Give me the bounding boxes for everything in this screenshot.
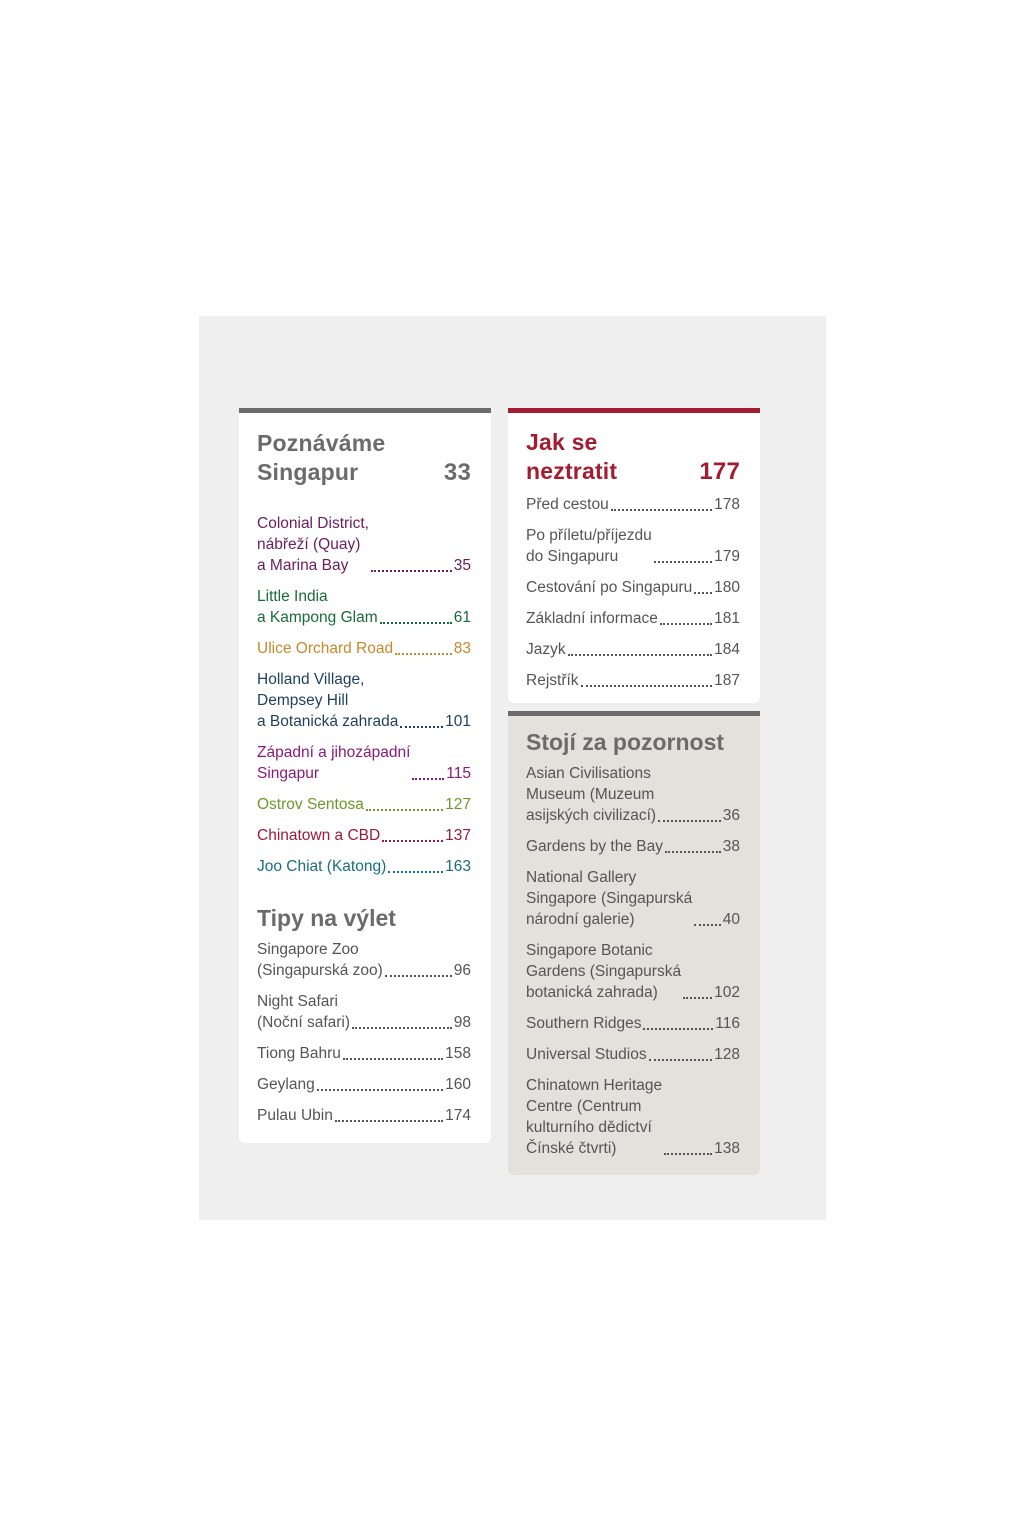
- toc-entry[interactable]: [526, 639, 740, 660]
- toc-entry[interactable]: [257, 991, 471, 1033]
- toc-entry-page: 137: [445, 827, 471, 844]
- toc-entry-title: Singapore Zoo (Singapurská zoo): [257, 941, 383, 979]
- contents-panel-explore: [239, 408, 491, 1143]
- toc-entry-title: Ulice Orchard Road: [257, 640, 394, 657]
- toc-entry-title: Chinatown Heritage Centre (Centrum kulturního dědictví Čínské čtvrti): [526, 1077, 663, 1157]
- toc-entry[interactable]: [257, 1043, 471, 1064]
- toc-entry[interactable]: [257, 513, 471, 576]
- toc-entry-page: 180: [714, 579, 740, 596]
- toc-entry-page: 184: [714, 641, 740, 658]
- section-heading-survival: [526, 428, 740, 486]
- dot-leader: [611, 499, 712, 511]
- toc-entry-title: Universal Studios: [526, 1046, 647, 1063]
- toc-entry-page: 160: [445, 1076, 471, 1093]
- toc-entry[interactable]: [526, 1075, 740, 1159]
- section-heading-trips: Tipy na výlet: [257, 905, 396, 931]
- dot-leader: [385, 965, 452, 977]
- dot-leader: [581, 675, 713, 687]
- toc-entry-page: 138: [714, 1140, 740, 1157]
- toc-entry[interactable]: [257, 669, 471, 732]
- toc-entry-page: 178: [714, 496, 740, 513]
- toc-entry-page: 102: [714, 984, 740, 1001]
- toc-entry[interactable]: [526, 1044, 740, 1065]
- dot-leader: [388, 861, 443, 873]
- dot-leader: [665, 841, 721, 853]
- toc-entry-title: Geylang: [257, 1076, 315, 1093]
- contents-panel-survival: [508, 408, 760, 703]
- toc-entry-page: 35: [453, 557, 471, 574]
- dot-leader: [366, 799, 443, 811]
- toc-entry-title: Jazyk: [526, 641, 566, 658]
- toc-entry[interactable]: [526, 525, 740, 567]
- toc-entry[interactable]: [257, 742, 471, 784]
- toc-entry-title: Západní a jihozápadní Singapur: [257, 744, 411, 782]
- toc-entry-page: 38: [722, 838, 740, 855]
- toc-entry-page: 174: [445, 1107, 471, 1124]
- toc-entry-page: 179: [714, 548, 740, 565]
- toc-entry-page: 83: [453, 640, 471, 657]
- dot-leader: [343, 1048, 443, 1060]
- toc-entry-title: Rejstřík: [526, 672, 579, 689]
- toc-entry-title: Night Safari (Noční safari): [257, 993, 351, 1031]
- toc-entry-page: 163: [445, 858, 471, 875]
- contents-panel-highlights: [508, 711, 760, 1175]
- toc-entry[interactable]: [526, 670, 740, 691]
- toc-entry-title: Southern Ridges: [526, 1015, 642, 1032]
- dot-leader: [664, 1143, 712, 1155]
- toc-entry-title: National Gallery Singapore (Singapurská národní galerie): [526, 869, 693, 928]
- toc-entry-page: 128: [714, 1046, 740, 1063]
- toc-entry-page: 116: [715, 1015, 740, 1032]
- toc-entry-title: Gardens by the Bay: [526, 838, 663, 855]
- toc-entry-title: Ostrov Sentosa: [257, 796, 364, 813]
- toc-entry-title: Chinatown a CBD: [257, 827, 381, 844]
- dot-leader: [400, 716, 443, 728]
- section-heading-highlights: Stojí za pozornost: [526, 729, 725, 755]
- dot-leader: [643, 1018, 713, 1030]
- toc-entry-page: 181: [714, 610, 740, 627]
- toc-entry[interactable]: [526, 940, 740, 1003]
- dot-leader: [694, 582, 712, 594]
- toc-entry-page: 158: [445, 1045, 471, 1062]
- toc-entry[interactable]: [526, 577, 740, 598]
- toc-entry[interactable]: [526, 763, 740, 826]
- toc-entry[interactable]: [257, 1105, 471, 1126]
- toc-entry-title: Asian Civilisations Museum (Muzeum asijských civilizací): [526, 765, 657, 824]
- dot-leader: [382, 830, 443, 842]
- dot-leader: [335, 1110, 443, 1122]
- dot-leader: [649, 1049, 713, 1061]
- section-page-number: 33: [443, 459, 471, 486]
- section-heading-explore: [257, 429, 471, 487]
- toc-entry-title: Tiong Bahru: [257, 1045, 341, 1062]
- toc-entry-title: Joo Chiat (Katong): [257, 858, 387, 875]
- trips-list: [257, 939, 471, 1126]
- dot-leader: [380, 612, 452, 624]
- section-title: Poznáváme Singapur: [257, 430, 386, 485]
- toc-entry-page: 115: [446, 765, 471, 782]
- toc-entry-page: 61: [453, 609, 471, 626]
- section-title: Jak se neztratit: [526, 429, 618, 484]
- toc-entry-title: Základní informace: [526, 610, 658, 627]
- toc-entry-page: 98: [453, 1014, 471, 1031]
- toc-entry-title: Colonial District, nábřeží (Quay) a Marina Bay: [257, 515, 369, 574]
- dot-leader: [694, 914, 720, 926]
- toc-entry-page: 96: [453, 962, 471, 979]
- toc-entry-page: 36: [722, 807, 740, 824]
- highlights-list: [526, 763, 740, 1159]
- toc-entry[interactable]: [526, 867, 740, 930]
- dot-leader: [660, 613, 712, 625]
- toc-entry-title: Little India a Kampong Glam: [257, 588, 378, 626]
- toc-entry[interactable]: [257, 794, 471, 815]
- toc-entry[interactable]: [257, 856, 471, 877]
- dot-leader: [395, 643, 452, 655]
- dot-leader: [683, 987, 712, 999]
- toc-entry-page: 40: [722, 911, 740, 928]
- toc-entry-title: Holland Village, Dempsey Hill a Botanická zahrada: [257, 671, 399, 730]
- dot-leader: [352, 1017, 452, 1029]
- dot-leader: [371, 560, 452, 572]
- district-list: [257, 513, 471, 877]
- toc-entry[interactable]: [257, 586, 471, 628]
- toc-entry[interactable]: [526, 608, 740, 629]
- toc-entry-page: 101: [445, 713, 471, 730]
- section-page-number: 177: [699, 458, 740, 485]
- toc-entry[interactable]: [526, 494, 740, 515]
- toc-entry-title: Před cestou: [526, 496, 609, 513]
- toc-entry-page: 187: [714, 672, 740, 689]
- toc-entry[interactable]: [526, 1013, 740, 1034]
- dot-leader: [412, 768, 444, 780]
- toc-entry[interactable]: [526, 836, 740, 857]
- toc-entry[interactable]: [257, 825, 471, 846]
- dot-leader: [568, 644, 713, 656]
- toc-entry-title: Po příletu/příjezdu do Singapuru: [526, 527, 652, 565]
- toc-entry[interactable]: [257, 939, 471, 981]
- toc-entry-title: Pulau Ubin: [257, 1107, 333, 1124]
- toc-entry-title: Singapore Botanic Gardens (Singapurská botanická zahrada): [526, 942, 682, 1001]
- toc-entry-title: Cestování po Singapuru: [526, 579, 693, 596]
- toc-entry[interactable]: [257, 1074, 471, 1095]
- dot-leader: [658, 810, 721, 822]
- toc-entry[interactable]: [257, 638, 471, 659]
- toc-entry-page: 127: [445, 796, 471, 813]
- dot-leader: [317, 1079, 443, 1091]
- dot-leader: [654, 551, 712, 563]
- survival-list: [526, 494, 740, 691]
